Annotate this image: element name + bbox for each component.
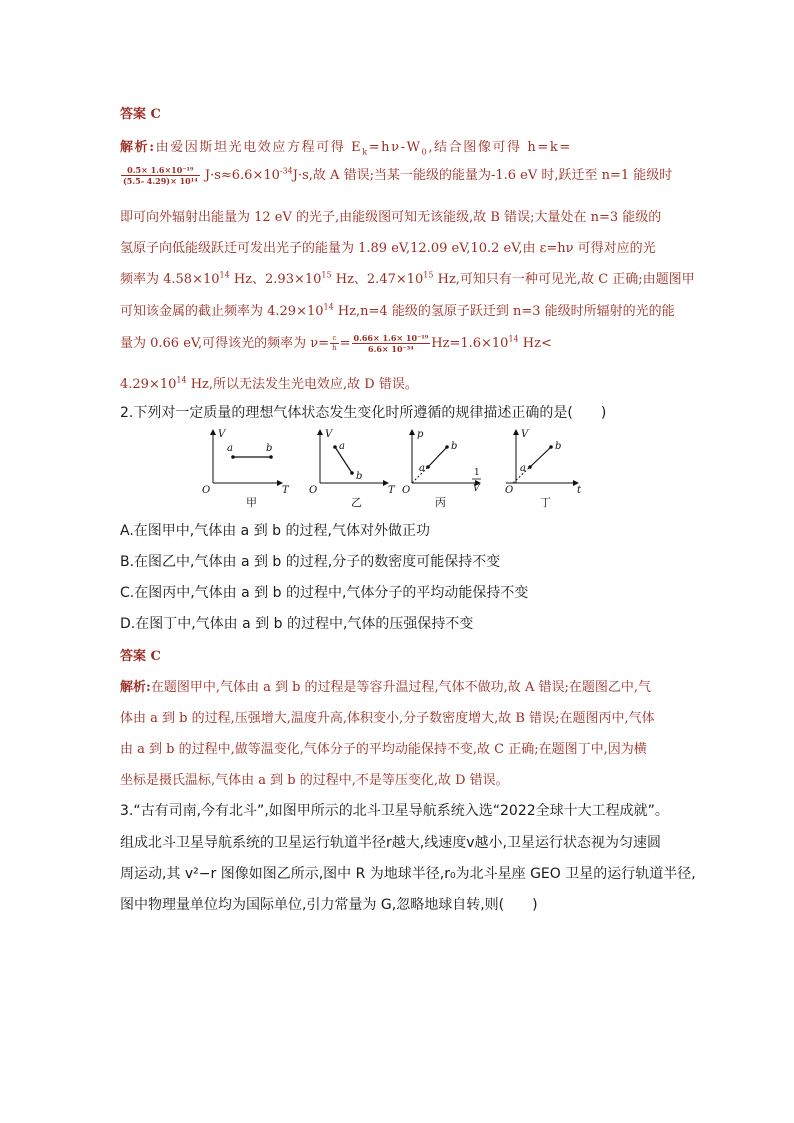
q2-option-b: B.在图乙中,气体由 a 到 b 的过程,分子的数密度可能保持不变 — [120, 554, 501, 570]
q2-option-a: A.在图甲中,气体由 a 到 b 的过程,气体对外做正功 — [120, 523, 430, 539]
yi-origin: O — [309, 485, 318, 496]
q2-stem: 2.下列对一定质量的理想气体状态发生变化时所遵循的规律描述正确的是( ) — [120, 405, 607, 421]
q3-line-2: 组成北斗卫星导航系统的卫星运行轨道半径r越大,线速度v越小,卫星运行状态视为匀速圆 — [120, 835, 661, 851]
fraction-frequency: $\frac{\text{0.66× 1.6× 10⁻¹⁹}}{\text{6.6× 10⁻³⁴}}$ — [353, 333, 429, 354]
ding-x-axis-label: t — [577, 485, 582, 496]
q1-analysis-line-1: 解析:由爱因斯坦光电效应方程可得 $E_k=h\nu-W_0$,结合图像可得 h=k= — [120, 140, 572, 157]
q1-answer: 答案 C — [120, 107, 161, 122]
bing-x-den: V — [473, 484, 480, 494]
jia-y-axis-label: V — [218, 429, 226, 440]
jia-caption: 甲 — [246, 496, 257, 509]
q3-line-3: 周运动,其 v²−r 图像如图乙所示,图中 R 为地球半径,r₀为北斗星座 GEO 卫星的运行轨道半径, — [120, 866, 696, 882]
jia-origin: O — [202, 485, 211, 496]
ding-origin: O — [505, 485, 514, 496]
q2-analysis-line-4: 坐标是摄氏温标,气体由 a 到 b 的过程中,不是等压变化,故 D 错误。 — [120, 773, 509, 788]
bing-x-num: 1 — [474, 468, 480, 478]
q2-analysis-line-2: 体由 a 到 b 的过程,压强增大,温度升高,体积变小,分子数密度增大,故 B 错误;在题图丙中,气体 — [120, 711, 655, 726]
bing-point-b — [445, 445, 449, 449]
yi-y-axis-label: V — [325, 429, 333, 440]
yi-point-a — [333, 445, 337, 449]
yi-caption: 乙 — [351, 496, 362, 509]
q1-analysis-line-8: $4.29\times 10^{14}$ Hz,所以无法发生光电效应,故 D 错误。 — [120, 375, 418, 392]
fraction-h: $\frac{\text{0.5× 1.6×10⁻¹⁹}}{\text{(5.5- 4.29)× 10¹⁴}}$ — [123, 165, 198, 186]
graph-bing — [402, 429, 481, 509]
jia-point-a — [231, 455, 235, 459]
q2-option-d: D.在图丁中,气体由 a 到 b 的过程中,气体的压强保持不变 — [120, 616, 474, 632]
q1-analysis-line-5: 频率为 $4.58\times 10^{14}$ Hz、$2.93\times 10^{15}$ Hz、$2.47\times 10^{15}$ Hz,可知只有一种可见光,故 C 正确;由题图甲 — [120, 270, 695, 287]
svg-text:b: b — [356, 471, 363, 482]
ding-point-b — [549, 445, 553, 449]
graph-yi — [309, 429, 396, 509]
ding-caption: 丁 — [540, 496, 551, 509]
q3-line-4: 图中物理量单位均为国际单位,引力常量为 G,忽略地球自转,则( ) — [120, 897, 538, 913]
svg-text:b: b — [266, 443, 273, 454]
q2-option-c: C.在图丙中,气体由 a 到 b 的过程中,气体分子的平均动能保持不变 — [120, 585, 529, 601]
q1-analysis-line-7: 量为 0.66 eV,可得该光的频率为 ν= $\frac{\varepsilon}{h}$ = $\frac{\text{0.66× 1.6× 10⁻¹⁹}}{\text{6.6× 10⁻³⁴}}$ $Hz=1.6\times 10^{14}$ Hz< — [120, 333, 552, 354]
svg-text:a: a — [520, 463, 526, 474]
bing-process-line — [428, 447, 447, 467]
q1-analysis-line-4: 氢原子向低能级跃迁可发出光子的能量为 1.89 eV,12.09 eV,10.2 eV,由 ε=hν 可得对应的光 — [120, 241, 656, 256]
q2-analysis-line-1: 解析:在题图甲中,气体由 a 到 b 的过程是等容升温过程,气体不做功,故 A 错误;在题图乙中,气 — [120, 680, 651, 695]
q1-analysis-line-6: 可知该金属的截止频率为 $4.29\times 10^{14}$ Hz,n=4 能级的氢原子跃迁到 n=3 能级时所辐射的光的能 — [120, 302, 675, 319]
svg-text:b: b — [555, 441, 562, 452]
bing-caption: 丙 — [435, 496, 446, 509]
ding-y-axis-label: V — [521, 429, 529, 440]
svg-text:a: a — [419, 463, 425, 474]
analysis-label: 解析: — [120, 680, 151, 695]
svg-text:b: b — [451, 441, 458, 452]
yi-x-axis-label: T — [388, 485, 395, 496]
yi-point-b — [350, 471, 354, 475]
fraction-eps-h: $\frac{\varepsilon}{h}$ — [332, 334, 337, 352]
bing-point-a — [426, 465, 430, 469]
jia-x-axis-label: T — [282, 485, 289, 496]
q1-analysis-line-2: $\frac{\text{0.5× 1.6×10⁻¹⁹}}{\text{(5.5- 4.29)× 10¹⁴}}$ $J\cdot s\approx 6.6\times 10^{-34}J\cdot s$,故 A 错误;当某一能级的能量为-1.6 eV 时,跃迁至 n=1 能级时 — [123, 165, 673, 186]
graph-jia — [202, 429, 290, 509]
q1-analysis-line-3: 即可向外辐射出能量为 12 eV 的光子,由能级图可知无该能级,故 B 错误;大量处在 n=3 能级的 — [120, 210, 662, 225]
graph-ding — [505, 429, 582, 509]
svg-text:a: a — [339, 441, 345, 452]
svg-text:a: a — [227, 443, 233, 454]
q2-answer: 答案 C — [120, 649, 161, 664]
bing-origin: O — [402, 485, 411, 496]
ding-point-a — [528, 465, 532, 469]
analysis-label: 解析: — [120, 140, 156, 155]
ding-process-line — [530, 447, 551, 467]
q3-line-1: 3.“古有司南,今有北斗”,如图甲所示的北斗卫星导航系统入选“2022全球十大工程成就”。 — [120, 803, 669, 819]
bing-y-axis-label: p — [417, 429, 424, 440]
q2-analysis-line-3: 由 a 到 b 的过程中,做等温变化,气体分子的平均动能保持不变,故 C 正确;在题图丁中,因为横 — [120, 742, 647, 757]
jia-point-b — [269, 455, 273, 459]
q2-graphs — [200, 427, 600, 509]
